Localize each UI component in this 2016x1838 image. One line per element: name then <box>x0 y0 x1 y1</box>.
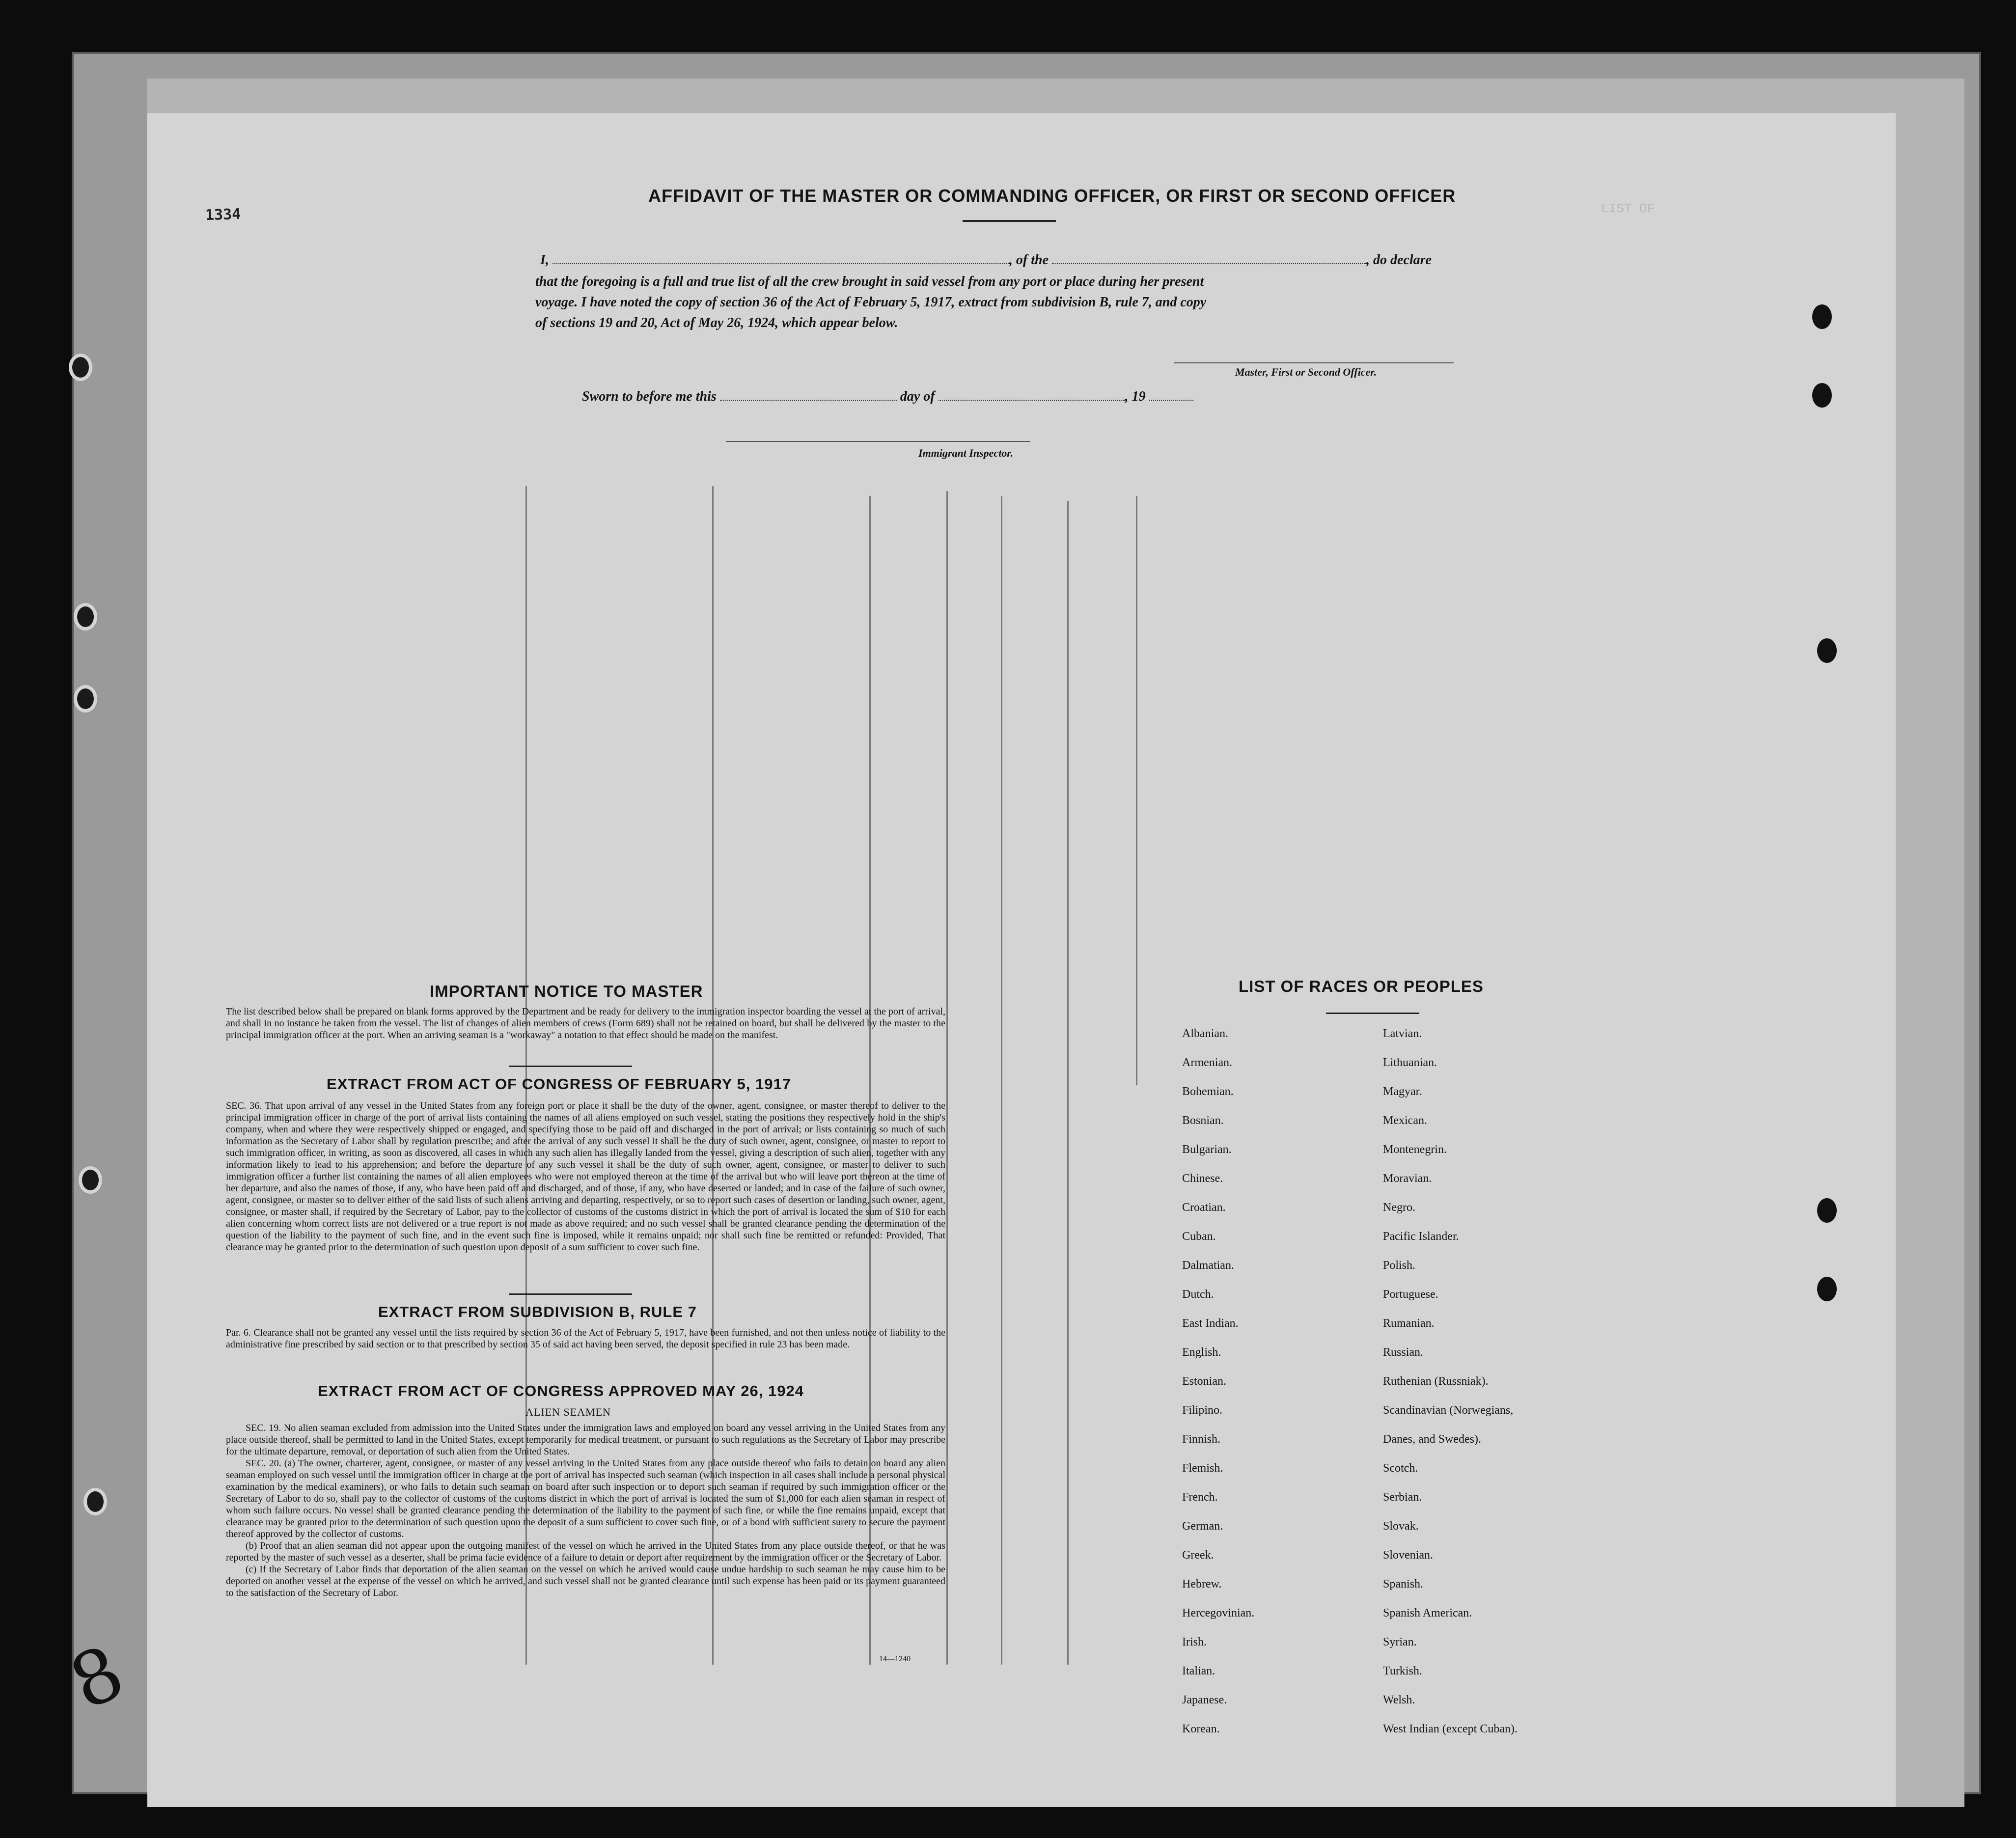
affidavit-line-1 <box>540 249 1635 271</box>
race-item: Bohemian. <box>1182 1085 1234 1098</box>
extract-1924-title: EXTRACT FROM ACT OF CONGRESS APPROVED MAY 26, 1924 <box>318 1382 804 1399</box>
extract-1924-body <box>226 1422 945 1599</box>
binder-hole <box>69 354 92 381</box>
section-20c: (c) If the Secretary of Labor finds that deportation of the alien seaman on the vessel on which he arrived would cause undue hardship to such seaman he may cause him to be deported on another vessel at the expense of the vessel on which he arrived, and such vessel shall not be granted clearance until such expense has been paid or its payment guaranteed to the satisfaction of the Secretary of Labor. <box>226 1564 945 1598</box>
race-item: Spanish. <box>1383 1578 1424 1591</box>
extract-rule7-title: EXTRACT FROM SUBDIVISION B, RULE 7 <box>378 1303 697 1320</box>
race-item: Slovak. <box>1383 1520 1419 1533</box>
extract-1917-body: SEC. 36. That upon arrival of any vessel in the United States from any foreign port or place it shall be the duty of the owner, agent, consignee, or master thereof to deliver to the principal immigration officer in charge of the port of arrival lists containing the names of all aliens employed on such vessel, stating the positions they respectively hold in the ship's company, when and where they were respectively shipped or engaged, and specifying those to be paid off and discharged in the port of arrival; or lists containing so much of such information as the Secretary of Labor shall by regulation prescribe; and after the arrival of any such vessel it shall be the duty of such owner, agent, consignee, or master to report to such immigration officer, in writing, as soon as discovered, all cases in which any such alien has illegally landed from the vessel, giving a description of such alien, together with any information likely to lead to his apprehension; and before the departure of any such vessel it shall be the duty of such owner, agent, consignee, or master to deliver to such immigration officer a further list containing the names of all alien employees who were not employed thereon at the time of the arrival but who will leave port thereon at the time of her departure, and also the names of those, if any, who have been paid off and discharged, and of those, if any, who have deserted or landed; and in case of the failure of such owner, agent, consignee, or master so to deliver either of the said lists of such aliens arriving and departing, respectively, or so to report such cases of desertion or landing, such owner, agent, consignee, or master shall, if required by the Secretary of Labor, pay to the collector of customs of the customs district in which the port of arrival is located the sum of $10 for each alien concerning whom correct lists are not delivered or a true report is not made as above required; and no such vessel shall be granted clearance pending the determination of the question of the liability to the payment of such fine, and in the event such fine is imposed, while it remains unpaid; nor shall such fine be remitted or refunded: Provided, That clearance may be granted prior to the determination of such question upon deposit of a sum sufficient to cover such fine. <box>226 1100 945 1253</box>
race-item: English. <box>1182 1346 1221 1359</box>
binder-hole <box>74 603 97 631</box>
race-item: Russian. <box>1383 1346 1424 1359</box>
race-item: Negro. <box>1383 1201 1415 1214</box>
form-page <box>57 113 1896 1807</box>
binder-hole <box>74 685 97 713</box>
sworn-label: Sworn to before me this <box>582 389 717 404</box>
race-item: Croatian. <box>1182 1201 1226 1214</box>
race-item: French. <box>1182 1491 1218 1504</box>
sworn-day-of: day of <box>900 389 935 404</box>
handwritten-number: 1334 <box>205 205 241 224</box>
race-item: Cuban. <box>1182 1230 1216 1243</box>
extract-rule <box>509 1293 632 1295</box>
race-item: Hercegovinian. <box>1182 1607 1255 1619</box>
affidavit-line-2: that the foregoing is a full and true list of all the crew brought in said vessel from any port or place during her present <box>535 274 1204 289</box>
race-item: Rumanian. <box>1383 1317 1435 1330</box>
master-signature-line[interactable] <box>1174 362 1454 363</box>
race-item: Polish. <box>1383 1259 1416 1272</box>
race-item: Syrian. <box>1383 1636 1417 1648</box>
race-item: Bulgarian. <box>1182 1143 1232 1156</box>
affidavit-i: I, <box>540 252 549 268</box>
race-item: Armenian. <box>1182 1056 1232 1069</box>
race-item: Estonian. <box>1182 1375 1226 1388</box>
section-19: SEC. 19. No alien seaman excluded from admission into the United States under the immigration laws and employed on board any vessel arriving in the United States from any place outside thereof, shall be permitted to land in the United States, except temporarily for medical treatment, or pursuant to such regulations as the Secretary of Labor may prescribe for the ultimate departure, removal, or deportation of such alien from the United States. <box>226 1423 945 1457</box>
column-line <box>946 491 948 1665</box>
race-item: West Indian (except Cuban). <box>1383 1723 1518 1735</box>
race-item: Greek. <box>1182 1549 1214 1562</box>
binder-hole <box>1817 638 1837 663</box>
binder-hole <box>1812 304 1832 329</box>
race-item: Magyar. <box>1383 1085 1422 1098</box>
binder-hole <box>79 1166 102 1194</box>
extract-rule7-body: Par. 6. Clearance shall not be granted any vessel until the lists required by section 36 of the Act of February 5, 1917, have been furnished, and not then unless notice of liability to the administrative fine prescribed by said section or to that prescribed by section 35 of said act having been served, the deposit specified in rule 23 has been made. <box>226 1327 945 1350</box>
column-line <box>1136 496 1137 1085</box>
race-item: Turkish. <box>1383 1665 1422 1677</box>
race-item: Latvian. <box>1383 1027 1422 1040</box>
affidavit-of-the: , of the <box>1009 252 1049 268</box>
master-caption: Master, First or Second Officer. <box>1235 366 1377 378</box>
notice-rule <box>509 1066 632 1067</box>
race-item: Irish. <box>1182 1636 1207 1648</box>
races-rule <box>1326 1013 1419 1014</box>
race-item: Albanian. <box>1182 1027 1228 1040</box>
race-item: Moravian. <box>1383 1172 1432 1185</box>
race-item: Portuguese. <box>1383 1288 1438 1301</box>
title-rule <box>963 220 1056 222</box>
race-item: German. <box>1182 1520 1223 1533</box>
race-item: Slovenian. <box>1383 1549 1433 1562</box>
sworn-line <box>582 386 1193 408</box>
section-20b: (b) Proof that an alien seaman did not appear upon the outgoing manifest of the vessel on which he arrived in the United States from any place outside thereof, or that he was reported by the master of such vessel as a deserter, shall be prima facie evidence of a failure to detain or deport after requirement by the immigration officer or the Secretary of Labor. <box>226 1540 945 1563</box>
affidavit-declare: , do declare <box>1366 252 1432 268</box>
race-item: Dutch. <box>1182 1288 1214 1301</box>
notice-title: IMPORTANT NOTICE TO MASTER <box>430 982 703 1000</box>
races-title: LIST OF RACES OR PEOPLES <box>1239 977 1484 995</box>
binder-hole <box>1817 1198 1837 1223</box>
race-item: Montenegrin. <box>1383 1143 1447 1156</box>
name-blank[interactable] <box>552 251 1009 264</box>
race-item: Dalmatian. <box>1182 1259 1234 1272</box>
vessel-blank[interactable] <box>1052 251 1366 264</box>
binder-hole <box>1817 1277 1837 1301</box>
sworn-year-prefix: , 19 <box>1125 389 1146 404</box>
sworn-year-blank[interactable] <box>1149 388 1193 401</box>
race-item: Spanish American. <box>1383 1607 1472 1619</box>
handwritten-mark: 8 <box>57 1629 137 1727</box>
race-item: Danes, and Swedes). <box>1383 1433 1481 1446</box>
race-item: Pacific Islander. <box>1383 1230 1459 1243</box>
race-item: East Indian. <box>1182 1317 1239 1330</box>
race-item: Chinese. <box>1182 1172 1223 1185</box>
race-item: Bosnian. <box>1182 1114 1224 1127</box>
column-line <box>1001 496 1002 1665</box>
inspector-caption: Immigrant Inspector. <box>918 447 1014 459</box>
race-item: Flemish. <box>1182 1462 1223 1475</box>
affidavit-line-4: of sections 19 and 20, Act of May 26, 1924, which appear below. <box>535 315 898 330</box>
extract-1924-subtitle: ALIEN SEAMEN <box>525 1406 611 1418</box>
race-item: Welsh. <box>1383 1694 1415 1706</box>
race-item: Finnish. <box>1182 1433 1221 1446</box>
affidavit-line-3: voyage. I have noted the copy of section 36 of the Act of February 5, 1917, extract from subdivision B, rule 7, and copy <box>535 295 1207 310</box>
race-item: Japanese. <box>1182 1694 1227 1706</box>
column-line <box>1067 501 1069 1665</box>
race-item: Serbian. <box>1383 1491 1422 1504</box>
race-item: Lithuanian. <box>1383 1056 1437 1069</box>
section-20a: SEC. 20. (a) The owner, charterer, agent, consignee, or master of any vessel arriving in the United States from any place outside thereof who fails to detain on board any alien seaman employed on such vessel until the immigration officer in charge at the port of arrival has inspected such seaman (which inspection in all cases shall include a personal physical examination by the medical examiners), or who fails to detain such seaman on board after such inspection or to deport such seaman if required by such immigration officer or the Secretary of Labor to do so, shall pay to the collector of customs of the customs district in which the port of arrival is located the sum of $1,000 for each alien seaman in respect of whom such failure occurs. No vessel shall be granted clearance pending the determination of the liability to the payment of such fine, or while the fine remains unpaid, except that clearance may be granted prior to the determination of such question upon the deposit of a sum sufficient to cover such fine, or of a bond with sufficient surety to secure the payment thereof approved by the collector of customs. <box>226 1458 945 1539</box>
form-number: 14—1240 <box>879 1655 911 1663</box>
notice-body: The list described below shall be prepared on blank forms approved by the Department and be ready for delivery to the immigration inspector boarding the vessel at the port of arrival, and shall in no instance be taken from the vessel. The list of changes of alien members of crews (Form 689) shall not be retained on board, but shall be delivered by the master to the principal immigration officer at the port. When an arriving seaman is a "workaway" a notation to that effect should be made on the manifest. <box>226 1006 945 1041</box>
race-item: Hebrew. <box>1182 1578 1222 1591</box>
race-item: Ruthenian (Russniak). <box>1383 1375 1489 1388</box>
bleed-through-text: LIST OF <box>1601 201 1655 216</box>
race-item: Italian. <box>1182 1665 1215 1677</box>
race-item: Scandinavian (Norwegians, <box>1383 1404 1514 1417</box>
race-item: Mexican. <box>1383 1114 1427 1127</box>
sworn-month-blank[interactable] <box>939 388 1125 401</box>
binder-hole <box>1812 383 1832 408</box>
extract-1917-title: EXTRACT FROM ACT OF CONGRESS OF FEBRUARY 5, 1917 <box>327 1075 791 1093</box>
inspector-signature-line[interactable] <box>726 441 1030 442</box>
race-item: Korean. <box>1182 1723 1220 1735</box>
affidavit-title: AFFIDAVIT OF THE MASTER OR COMMANDING OFFICER, OR FIRST OR SECOND OFFICER <box>648 186 1456 206</box>
sworn-day-blank[interactable] <box>720 388 897 401</box>
race-item: Scotch. <box>1383 1462 1418 1475</box>
race-item: Filipino. <box>1182 1404 1223 1417</box>
binder-hole <box>83 1488 107 1515</box>
